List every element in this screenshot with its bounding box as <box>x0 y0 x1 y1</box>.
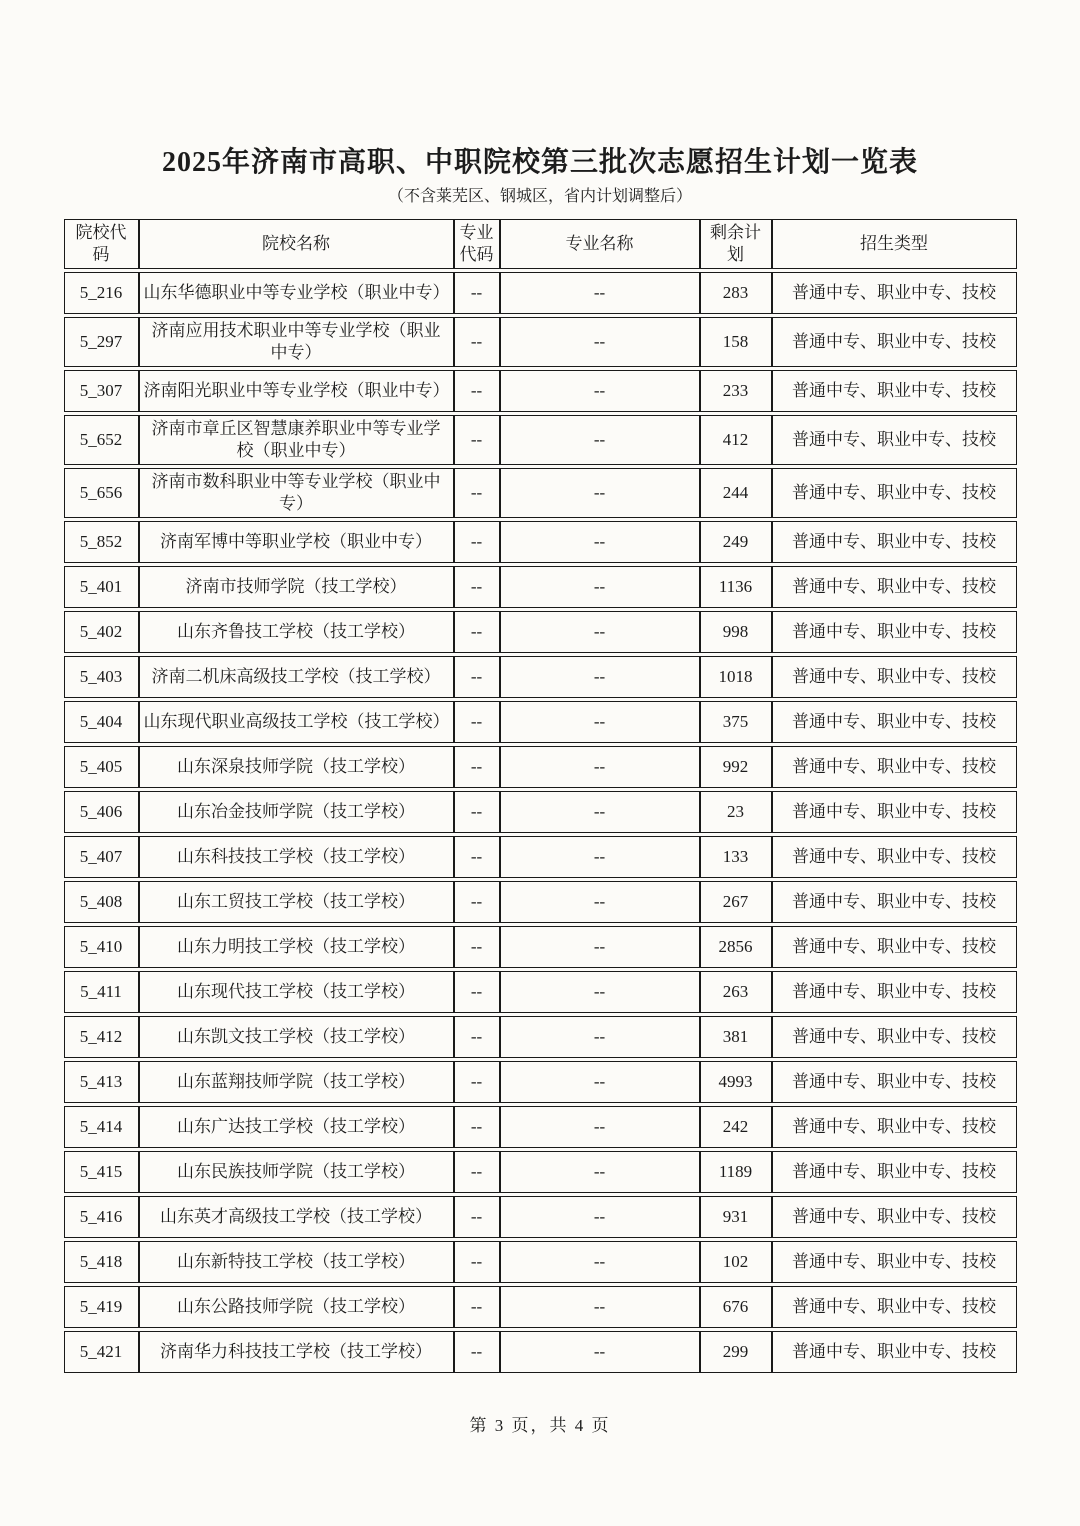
cell-major-name: -- <box>500 1106 700 1148</box>
table-row <box>64 370 1017 412</box>
cell-remaining-plan: 299 <box>700 1331 772 1373</box>
cell-major-name: -- <box>500 1061 700 1103</box>
table-row <box>64 701 1017 743</box>
cell-school-name: 山东蓝翔技师学院（技工学校） <box>139 1061 454 1103</box>
cell-school-name: 山东民族技师学院（技工学校） <box>139 1151 454 1193</box>
cell-school-name: 山东现代职业高级技工学校（技工学校） <box>139 701 454 743</box>
cell-enrollment-type: 普通中专、职业中专、技校 <box>772 272 1017 314</box>
cell-school-code: 5_405 <box>64 746 139 788</box>
cell-enrollment-type: 普通中专、职业中专、技校 <box>772 971 1017 1013</box>
header-school-code: 院校代码 <box>64 219 139 269</box>
cell-school-name: 山东广达技工学校（技工学校） <box>139 1106 454 1148</box>
cell-major-name: -- <box>500 1196 700 1238</box>
cell-enrollment-type: 普通中专、职业中专、技校 <box>772 468 1017 518</box>
cell-enrollment-type: 普通中专、职业中专、技校 <box>772 1016 1017 1058</box>
cell-major-name: -- <box>500 926 700 968</box>
cell-enrollment-type: 普通中专、职业中专、技校 <box>772 317 1017 367</box>
cell-enrollment-type: 普通中专、职业中专、技校 <box>772 881 1017 923</box>
cell-school-code: 5_404 <box>64 701 139 743</box>
cell-major-code: -- <box>454 926 500 968</box>
cell-major-name: -- <box>500 521 700 563</box>
cell-school-code: 5_414 <box>64 1106 139 1148</box>
cell-school-code: 5_419 <box>64 1286 139 1328</box>
cell-major-name: -- <box>500 611 700 653</box>
cell-school-name: 山东科技技工学校（技工学校） <box>139 836 454 878</box>
header-major-name: 专业名称 <box>500 219 700 269</box>
cell-major-name: -- <box>500 881 700 923</box>
page-footer: 第 3 页，共 4 页 <box>469 1416 611 1435</box>
cell-major-code: -- <box>454 1286 500 1328</box>
cell-school-code: 5_307 <box>64 370 139 412</box>
header-enrollment-type: 招生类型 <box>772 219 1017 269</box>
table-row <box>64 881 1017 923</box>
cell-remaining-plan: 242 <box>700 1106 772 1148</box>
cell-school-name: 济南华力科技技工学校（技工学校） <box>139 1331 454 1373</box>
cell-enrollment-type: 普通中专、职业中专、技校 <box>772 415 1017 465</box>
cell-remaining-plan: 931 <box>700 1196 772 1238</box>
cell-major-code: -- <box>454 272 500 314</box>
cell-enrollment-type: 普通中专、职业中专、技校 <box>772 656 1017 698</box>
cell-major-name: -- <box>500 1016 700 1058</box>
cell-enrollment-type: 普通中专、职业中专、技校 <box>772 521 1017 563</box>
cell-school-name: 山东深泉技师学院（技工学校） <box>139 746 454 788</box>
cell-remaining-plan: 244 <box>700 468 772 518</box>
table-header-row <box>64 219 1017 269</box>
cell-school-code: 5_656 <box>64 468 139 518</box>
cell-major-name: -- <box>500 566 700 608</box>
cell-school-name: 山东凯文技工学校（技工学校） <box>139 1016 454 1058</box>
cell-remaining-plan: 375 <box>700 701 772 743</box>
cell-major-name: -- <box>500 656 700 698</box>
cell-school-code: 5_411 <box>64 971 139 1013</box>
cell-major-name: -- <box>500 791 700 833</box>
cell-enrollment-type: 普通中专、职业中专、技校 <box>772 836 1017 878</box>
cell-school-name: 山东华德职业中等专业学校（职业中专） <box>139 272 454 314</box>
cell-school-code: 5_410 <box>64 926 139 968</box>
cell-school-code: 5_418 <box>64 1241 139 1283</box>
cell-major-code: -- <box>454 791 500 833</box>
header-school-name: 院校名称 <box>139 219 454 269</box>
cell-school-name: 山东英才高级技工学校（技工学校） <box>139 1196 454 1238</box>
cell-major-code: -- <box>454 566 500 608</box>
cell-school-name: 济南市技师学院（技工学校） <box>139 566 454 608</box>
table-row <box>64 971 1017 1013</box>
cell-remaining-plan: 4993 <box>700 1061 772 1103</box>
table-row <box>64 656 1017 698</box>
cell-school-code: 5_403 <box>64 656 139 698</box>
cell-remaining-plan: 233 <box>700 370 772 412</box>
cell-school-name: 济南应用技术职业中等专业学校（职业中专） <box>139 317 454 367</box>
cell-school-code: 5_216 <box>64 272 139 314</box>
table-row <box>64 926 1017 968</box>
cell-major-name: -- <box>500 1286 700 1328</box>
table-row <box>64 1196 1017 1238</box>
cell-major-code: -- <box>454 1061 500 1103</box>
page-title: 2025年济南市高职、中职院校第三批次志愿招生计划一览表 <box>161 147 918 178</box>
cell-major-code: -- <box>454 1016 500 1058</box>
cell-major-name: -- <box>500 415 700 465</box>
cell-remaining-plan: 267 <box>700 881 772 923</box>
cell-enrollment-type: 普通中专、职业中专、技校 <box>772 1151 1017 1193</box>
cell-school-code: 5_413 <box>64 1061 139 1103</box>
cell-remaining-plan: 676 <box>700 1286 772 1328</box>
cell-remaining-plan: 283 <box>700 272 772 314</box>
cell-enrollment-type: 普通中专、职业中专、技校 <box>772 746 1017 788</box>
cell-remaining-plan: 992 <box>700 746 772 788</box>
cell-school-name: 济南二机床高级技工学校（技工学校） <box>139 656 454 698</box>
cell-enrollment-type: 普通中专、职业中专、技校 <box>772 791 1017 833</box>
cell-remaining-plan: 381 <box>700 1016 772 1058</box>
cell-school-code: 5_401 <box>64 566 139 608</box>
cell-school-name: 山东公路技师学院（技工学校） <box>139 1286 454 1328</box>
cell-remaining-plan: 412 <box>700 415 772 465</box>
cell-remaining-plan: 1189 <box>700 1151 772 1193</box>
cell-enrollment-type: 普通中专、职业中专、技校 <box>772 566 1017 608</box>
cell-remaining-plan: 102 <box>700 1241 772 1283</box>
cell-school-name: 济南军博中等职业学校（职业中专） <box>139 521 454 563</box>
cell-major-name: -- <box>500 468 700 518</box>
cell-school-code: 5_407 <box>64 836 139 878</box>
cell-enrollment-type: 普通中专、职业中专、技校 <box>772 926 1017 968</box>
table-row <box>64 317 1017 367</box>
table-row <box>64 746 1017 788</box>
table-row <box>64 1331 1017 1373</box>
cell-major-code: -- <box>454 701 500 743</box>
cell-major-code: -- <box>454 1241 500 1283</box>
table-row <box>64 611 1017 653</box>
cell-school-code: 5_412 <box>64 1016 139 1058</box>
cell-major-name: -- <box>500 1241 700 1283</box>
cell-school-code: 5_421 <box>64 1331 139 1373</box>
cell-major-name: -- <box>500 1151 700 1193</box>
cell-enrollment-type: 普通中专、职业中专、技校 <box>772 1241 1017 1283</box>
cell-remaining-plan: 249 <box>700 521 772 563</box>
cell-school-code: 5_408 <box>64 881 139 923</box>
cell-school-name: 山东新特技工学校（技工学校） <box>139 1241 454 1283</box>
cell-major-code: -- <box>454 370 500 412</box>
cell-major-code: -- <box>454 1331 500 1373</box>
cell-major-name: -- <box>500 272 700 314</box>
cell-school-name: 济南市数科职业中等专业学校（职业中专） <box>139 468 454 518</box>
cell-remaining-plan: 158 <box>700 317 772 367</box>
header-major-code: 专业代码 <box>454 219 500 269</box>
cell-major-code: -- <box>454 521 500 563</box>
cell-school-code: 5_852 <box>64 521 139 563</box>
table-row <box>64 415 1017 465</box>
cell-enrollment-type: 普通中专、职业中专、技校 <box>772 370 1017 412</box>
cell-major-name: -- <box>500 836 700 878</box>
cell-major-code: -- <box>454 468 500 518</box>
cell-school-code: 5_415 <box>64 1151 139 1193</box>
cell-school-name: 山东冶金技师学院（技工学校） <box>139 791 454 833</box>
cell-remaining-plan: 1136 <box>700 566 772 608</box>
cell-major-name: -- <box>500 1331 700 1373</box>
header-remaining-plan: 剩余计划 <box>700 219 772 269</box>
cell-school-code: 5_297 <box>64 317 139 367</box>
page-subtitle: （不含莱芜区、钢城区，省内计划调整后） <box>387 188 692 205</box>
table-row <box>64 1106 1017 1148</box>
table-row <box>64 1016 1017 1058</box>
cell-major-code: -- <box>454 1196 500 1238</box>
cell-remaining-plan: 1018 <box>700 656 772 698</box>
cell-major-code: -- <box>454 1151 500 1193</box>
table-row <box>64 1151 1017 1193</box>
cell-remaining-plan: 998 <box>700 611 772 653</box>
cell-enrollment-type: 普通中专、职业中专、技校 <box>772 701 1017 743</box>
cell-remaining-plan: 263 <box>700 971 772 1013</box>
table-row <box>64 1241 1017 1283</box>
enrollment-table <box>64 216 1017 1376</box>
cell-enrollment-type: 普通中专、职业中专、技校 <box>772 1106 1017 1148</box>
cell-enrollment-type: 普通中专、职业中专、技校 <box>772 1196 1017 1238</box>
table-row <box>64 1061 1017 1103</box>
cell-major-code: -- <box>454 746 500 788</box>
cell-major-name: -- <box>500 701 700 743</box>
cell-major-code: -- <box>454 836 500 878</box>
table-row <box>64 521 1017 563</box>
cell-enrollment-type: 普通中专、职业中专、技校 <box>772 611 1017 653</box>
cell-remaining-plan: 23 <box>700 791 772 833</box>
cell-remaining-plan: 133 <box>700 836 772 878</box>
cell-school-name: 济南市章丘区智慧康养职业中等专业学校（职业中专） <box>139 415 454 465</box>
cell-enrollment-type: 普通中专、职业中专、技校 <box>772 1061 1017 1103</box>
cell-school-code: 5_402 <box>64 611 139 653</box>
table-row <box>64 272 1017 314</box>
cell-enrollment-type: 普通中专、职业中专、技校 <box>772 1331 1017 1373</box>
cell-major-name: -- <box>500 370 700 412</box>
cell-school-name: 山东齐鲁技工学校（技工学校） <box>139 611 454 653</box>
cell-major-code: -- <box>454 317 500 367</box>
table-row <box>64 468 1017 518</box>
cell-school-code: 5_652 <box>64 415 139 465</box>
cell-major-name: -- <box>500 746 700 788</box>
cell-enrollment-type: 普通中专、职业中专、技校 <box>772 1286 1017 1328</box>
table-row <box>64 836 1017 878</box>
cell-remaining-plan: 2856 <box>700 926 772 968</box>
cell-major-code: -- <box>454 881 500 923</box>
cell-school-name: 山东现代技工学校（技工学校） <box>139 971 454 1013</box>
cell-major-code: -- <box>454 656 500 698</box>
table-row <box>64 566 1017 608</box>
cell-school-name: 山东工贸技工学校（技工学校） <box>139 881 454 923</box>
cell-major-name: -- <box>500 317 700 367</box>
cell-school-code: 5_416 <box>64 1196 139 1238</box>
table-row <box>64 1286 1017 1328</box>
cell-major-code: -- <box>454 611 500 653</box>
cell-school-name: 山东力明技工学校（技工学校） <box>139 926 454 968</box>
table-row <box>64 791 1017 833</box>
cell-major-code: -- <box>454 1106 500 1148</box>
cell-major-code: -- <box>454 971 500 1013</box>
cell-school-name: 济南阳光职业中等专业学校（职业中专） <box>139 370 454 412</box>
cell-school-code: 5_406 <box>64 791 139 833</box>
cell-major-name: -- <box>500 971 700 1013</box>
cell-major-code: -- <box>454 415 500 465</box>
